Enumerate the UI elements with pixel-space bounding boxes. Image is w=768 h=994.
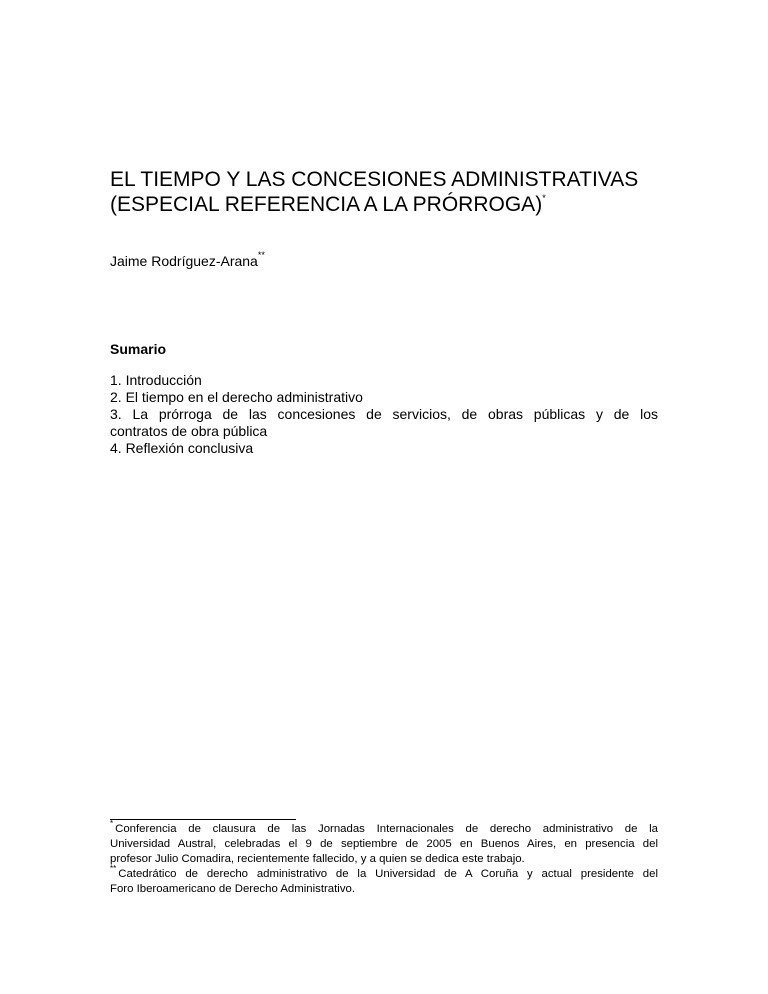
footnote-2-line-1-text: Catedrático de derecho administrativo de la Universidad de A Coruña y actual presidente del xyxy=(118,868,658,880)
summary-heading: Sumario xyxy=(110,341,167,357)
footnote-2-line-1 xyxy=(110,864,658,882)
title-line-2 xyxy=(110,192,690,217)
title-footnote-mark[interactable]: * xyxy=(542,193,546,203)
summary-item-3 xyxy=(110,406,658,440)
author-footnote-mark[interactable]: ** xyxy=(257,250,265,261)
footnote-2-line-2: Foro Iberoamericano de Derecho Administrativo. xyxy=(110,883,356,895)
summary-item-3-line-2: contratos de obra pública xyxy=(110,423,268,439)
summary-list xyxy=(110,372,658,457)
footnote-2-mark: ** xyxy=(110,864,117,874)
footnote-1 xyxy=(110,819,658,867)
footnote-divider xyxy=(110,819,296,820)
title-line-2-text: (ESPECIAL REFERENCIA A LA PRÓRROGA) xyxy=(110,193,543,216)
footnote-1-mark: * xyxy=(110,819,114,829)
summary-item-1: 1. Introducción xyxy=(110,372,202,388)
author-text: Jaime Rodríguez-Arana xyxy=(110,253,258,269)
footnotes xyxy=(110,819,658,897)
footnote-1-line-2: Universidad Austral, celebradas el 9 de septiembre de 2005 en Buenos Aires, en presencia del xyxy=(110,838,658,850)
footnote-1-line-3: profesor Julio Comadira, recientemente fallecido, y a quien se dedica este trabajo. xyxy=(110,853,525,865)
summary-item-3-line-1: 3. La prórroga de las concesiones de servicios, de obras públicas y de los xyxy=(110,406,658,422)
summary-item-2: 2. El tiempo en el derecho administrativo xyxy=(110,389,363,405)
footnote-1-line-1-text: Conferencia de clausura de las Jornadas Internacionales de derecho administrativo de la xyxy=(115,823,658,835)
footnote-1-line-1 xyxy=(110,819,658,837)
document-title xyxy=(110,167,690,217)
summary-item-4: 4. Reflexión conclusiva xyxy=(110,440,254,456)
footnote-2 xyxy=(110,864,658,897)
author-name xyxy=(110,252,265,270)
title-line-1: EL TIEMPO Y LAS CONCESIONES ADMINISTRATIVAS xyxy=(110,168,639,191)
